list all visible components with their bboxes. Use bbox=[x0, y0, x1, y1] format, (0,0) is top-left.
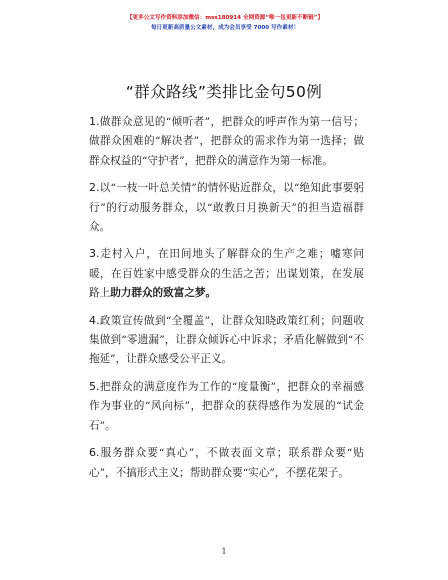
paragraph-text: 走村入户，在田间地头了解群众的生产之难；嘘寒问暖，在百姓家中感受群众的生活之苦；出谋划策，在发展路上 bbox=[89, 248, 364, 300]
paragraph-number: 1. bbox=[89, 115, 100, 128]
paragraph-5 bbox=[89, 377, 364, 436]
paragraph-text: 服务群众要“真心”，不做表面文章；联系群众要“贴心”，不搞形式主义；帮助群众要“实心”，不摆花架子。 bbox=[89, 447, 364, 479]
paragraph-text: 把群众的满意度作为工作的“度量衡”，把群众的幸福感作为事业的“风向标”，把群众的获得感作为发展的“试金石”。 bbox=[89, 380, 364, 432]
paragraph-number: 6. bbox=[89, 446, 100, 460]
paragraph-2 bbox=[89, 178, 364, 237]
paragraph-6 bbox=[89, 443, 364, 483]
banner-line-1: 【更多公文写作资料添加微信：mss180914 全网资源“唯一包更新不断链”】 bbox=[126, 15, 324, 21]
document-body bbox=[89, 112, 364, 490]
promo-banner bbox=[80, 14, 370, 33]
paragraph-number: 4. bbox=[89, 313, 100, 327]
document-title: “群众路线”类排比金句50例 bbox=[125, 83, 323, 101]
page-number: 1 bbox=[221, 547, 227, 556]
paragraph-text: 政策宣传做到“全覆盖”，让群众知晓政策红利；问题收集做到“零遗漏”，让群众倾诉心中诉求；矛盾化解做到“不拖延”，让群众感受公平正义。 bbox=[89, 314, 364, 366]
paragraph-number: 2. bbox=[89, 181, 100, 195]
banner-line-2: 每日更新高质量公文素材，成为会员享受 7000 写作素材！ bbox=[150, 25, 300, 31]
paragraph-bold-text: 助力群众的致富之梦。 bbox=[110, 287, 217, 300]
paragraph-number: 3. bbox=[89, 247, 100, 261]
paragraph-1 bbox=[89, 112, 364, 171]
paragraph-text: 做群众意见的“倾听者”，把群众的呼声作为第一信号；做群众困难的“解决者”，把群众的需求作为第一选择；做群众权益的“守护者”，把群众的满意作为第一标准。 bbox=[89, 116, 364, 167]
paragraph-3 bbox=[89, 244, 364, 303]
paragraph-4 bbox=[89, 311, 364, 370]
paragraph-number: 5. bbox=[89, 379, 100, 393]
paragraph-text: 以“一枝一叶总关情”的情怀贴近群众，以“绝知此事要躬行”的行动服务群众，以“敢教日月换新天”的担当造福群众。 bbox=[89, 182, 364, 234]
